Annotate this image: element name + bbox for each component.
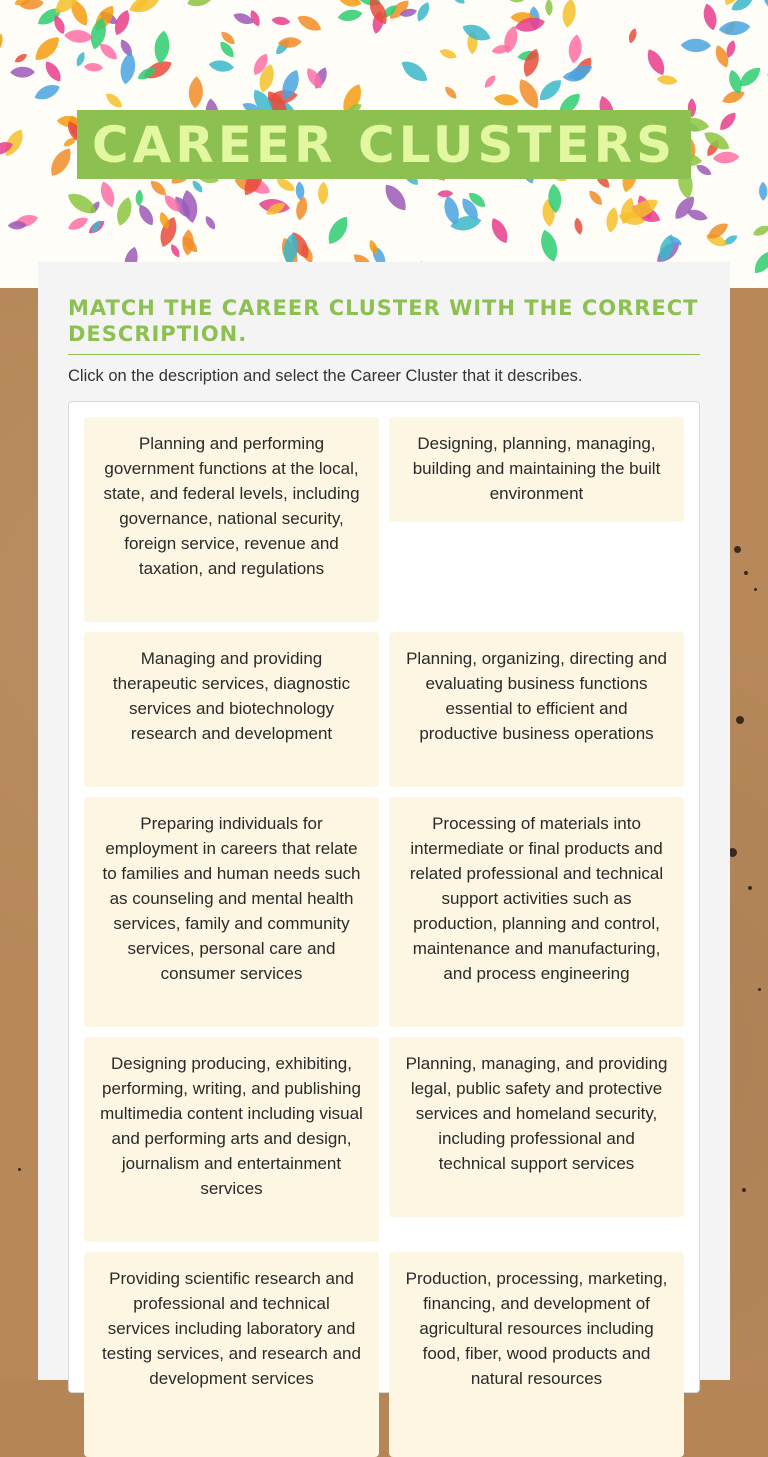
leaf-shape (627, 27, 638, 44)
leaf-shape (760, 0, 768, 17)
leaf-shape (46, 145, 76, 180)
leaf-shape (103, 90, 125, 110)
leaf-shape (567, 34, 583, 64)
leaf-shape (10, 67, 35, 78)
leaf-shape (153, 30, 172, 65)
description-card[interactable]: Preparing individuals for employment in careers that relate to families and human needs such as counseling and mental health services, family and community services, personal care and consumer services (84, 797, 379, 1027)
leaf-shape (759, 182, 768, 201)
leaf-shape (507, 0, 526, 3)
leaf-shape (294, 196, 309, 222)
leaf-shape (32, 81, 62, 103)
leaf-shape (482, 73, 497, 90)
leaf-shape (414, 0, 432, 23)
leaf-shape (643, 46, 668, 78)
instruction-subtext: Click on the description and select the Career Cluster that it describes. (68, 367, 583, 386)
description-card[interactable]: Designing, planning, managing, building and maintaining the built environment (389, 417, 684, 522)
leaf-shape (561, 0, 578, 28)
leaf-shape (488, 215, 512, 246)
leaf-shape (718, 20, 751, 37)
leaf-shape (203, 214, 217, 231)
leaf-shape (84, 62, 104, 72)
leaf-shape (751, 223, 768, 238)
leaf-shape (271, 16, 291, 27)
description-card[interactable]: Planning, organizing, directing and evaluating business functions essential to efficient and productive business operations (389, 632, 684, 787)
leaf-shape (190, 179, 204, 195)
leaf-shape (720, 88, 746, 107)
leaf-shape (514, 76, 543, 112)
leaf-shape (318, 182, 329, 205)
leaf-shape (13, 52, 29, 65)
description-card[interactable]: Designing producing, exhibiting, performing, writing, and publishing multimedia content including visual and performing arts and design, journalism and entertainment services (84, 1037, 379, 1242)
leaf-shape (337, 8, 363, 23)
description-card[interactable]: Managing and providing therapeutic services, diagnostic services and biotechnology research and development (84, 632, 379, 787)
page-title: CAREER CLUSTERS (92, 120, 676, 170)
leaf-shape (545, 0, 553, 16)
leaf-shape (536, 76, 566, 105)
leaf-shape (438, 47, 458, 61)
instruction-heading: MATCH THE CAREER CLUSTER WITH THE CORRECT DESCRIPTION. (68, 295, 700, 347)
leaf-shape (586, 188, 604, 208)
leaf-shape (537, 228, 561, 264)
leaf-shape (717, 110, 739, 134)
leaf-shape (681, 38, 712, 52)
worksheet-panel (38, 262, 730, 1380)
leaf-shape (656, 74, 678, 86)
leaf-shape (156, 215, 180, 250)
leaf-shape (31, 32, 64, 64)
divider (68, 354, 700, 355)
leaf-shape (98, 180, 118, 210)
leaf-shape (443, 84, 459, 101)
leaf-shape (712, 151, 739, 164)
description-card[interactable]: Planning, managing, and providing legal, public safety and protective services and homeland security, including professional and technical support services (389, 1037, 684, 1217)
leaf-shape (338, 0, 362, 8)
leaf-shape (42, 58, 65, 84)
leaf-shape (114, 195, 135, 227)
leaf-shape (118, 51, 138, 85)
leaf-shape (398, 57, 431, 86)
leaf-shape (701, 128, 733, 154)
description-card[interactable]: Providing scientific research and professional and technical services including laboratory and testing services, and research and development services (84, 1252, 379, 1457)
leaf-shape (449, 0, 467, 6)
leaf-shape (750, 247, 768, 277)
leaf-shape (324, 213, 353, 248)
leaf-shape (380, 181, 410, 215)
title-banner (77, 110, 691, 179)
leaf-shape (208, 59, 235, 74)
leaf-shape (694, 162, 713, 178)
leaf-shape (0, 32, 6, 58)
leaf-shape (148, 178, 169, 198)
leaf-shape (188, 76, 204, 109)
leaf-shape (437, 190, 453, 198)
leaf-shape (573, 217, 584, 235)
leaf-shape (493, 93, 519, 107)
leaf-shape (135, 189, 143, 206)
leaf-shape (185, 0, 216, 10)
description-card[interactable]: Processing of materials into intermediate or final products and related professional and technical support activities such as production, planning and control, maintenance and manufacturing, and process engineering (389, 797, 684, 1027)
description-card[interactable]: Production, processing, marketing, financing, and development of agricultural resources including food, fiber, wood products and natural resources (389, 1252, 684, 1457)
leaf-shape (74, 51, 86, 68)
description-card[interactable]: Planning and performing government functions at the local, state, and federal levels, including governance, national security, foreign service, revenue and taxation, and regulations (84, 417, 379, 622)
leaf-shape (180, 189, 200, 224)
leaf-shape (295, 12, 324, 35)
leaf-shape (605, 206, 620, 233)
leaf-shape (66, 214, 90, 233)
leaf-shape (169, 243, 182, 259)
matching-area (68, 401, 700, 1393)
leaf-shape (701, 2, 719, 31)
leaf-shape (64, 29, 94, 44)
